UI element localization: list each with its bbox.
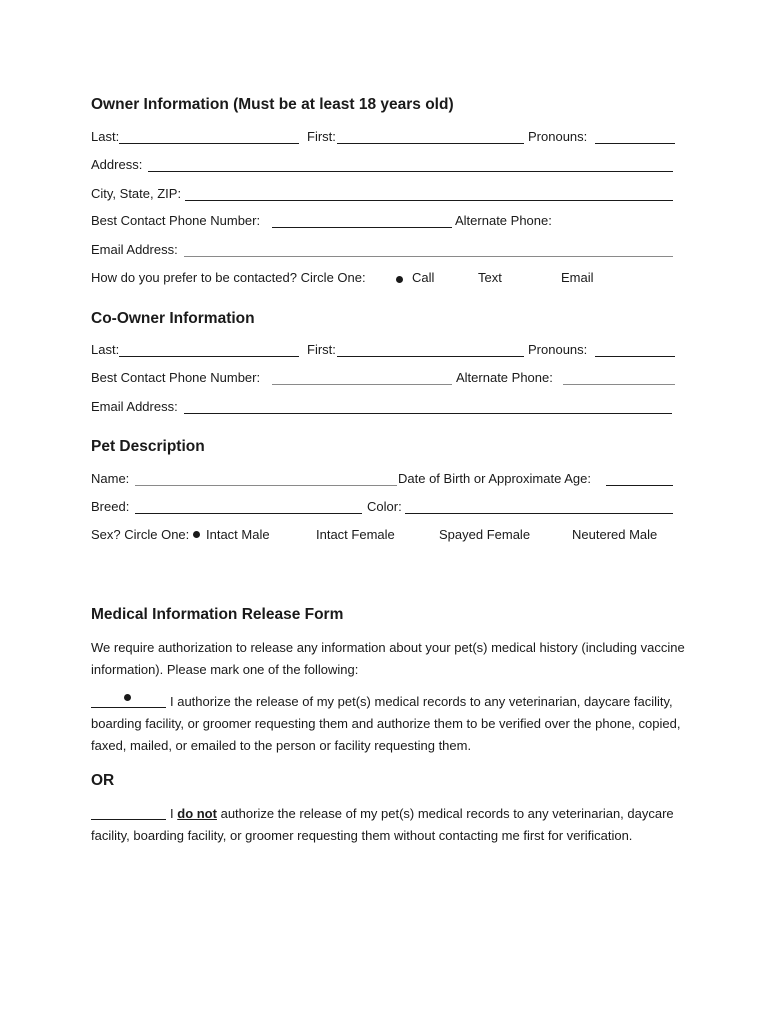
deny-option-text <box>91 803 691 847</box>
owner-last-field[interactable] <box>119 143 299 144</box>
owner-email-label: Email Address: <box>91 242 178 257</box>
coowner-last-field[interactable] <box>119 356 299 357</box>
or-label: OR <box>91 772 115 789</box>
owner-address-field[interactable] <box>148 171 673 172</box>
pet-heading: Pet Description <box>91 438 205 455</box>
medical-heading: Medical Information Release Form <box>91 606 344 623</box>
pet-name-field[interactable] <box>135 485 397 486</box>
coowner-pronouns-label: Pronouns: <box>528 342 588 357</box>
owner-pronouns-label: Pronouns: <box>528 129 588 144</box>
deny-rest: authorize the release of my pet(s) medical records to any veterinarian, daycare facility, boarding facility, or groomer requesting them without contacting me first for verification. <box>91 806 674 843</box>
owner-heading: Owner Information (Must be at least 18 years old) <box>91 96 454 113</box>
owner-email-field[interactable] <box>184 256 673 257</box>
owner-phone-field[interactable] <box>272 227 452 228</box>
medical-intro: We require authorization to release any information about your pet(s) medical history (including vaccine information). Please mark one of the following: <box>91 640 685 677</box>
owner-address-label: Address: <box>91 157 143 172</box>
coowner-first-label: First: <box>307 342 336 357</box>
pet-color-label: Color: <box>367 499 402 514</box>
selected-marker-icon <box>396 276 403 283</box>
coowner-email-label: Email Address: <box>91 399 178 414</box>
selected-marker-icon <box>193 531 200 538</box>
deny-emphasis: do not <box>177 806 217 821</box>
sex-option-intact-male[interactable]: Intact Male <box>206 527 270 542</box>
contact-option-text[interactable]: Text <box>478 270 502 285</box>
pet-name-label: Name: <box>91 471 130 486</box>
contact-pref-label: How do you prefer to be contacted? Circle One: <box>91 270 366 285</box>
owner-city-field[interactable] <box>185 200 673 201</box>
owner-last-label: Last: <box>91 129 120 144</box>
sex-option-intact-female[interactable]: Intact Female <box>316 527 395 542</box>
coowner-phone-label: Best Contact Phone Number: <box>91 370 261 385</box>
pet-breed-label: Breed: <box>91 499 130 514</box>
coowner-last-label: Last: <box>91 342 120 357</box>
coowner-email-field[interactable] <box>184 413 672 414</box>
pet-dob-field[interactable] <box>606 485 673 486</box>
owner-first-field[interactable] <box>337 143 524 144</box>
deny-prefix: I <box>170 806 174 821</box>
owner-phone-label: Best Contact Phone Number: <box>91 213 261 228</box>
sex-option-spayed-female[interactable]: Spayed Female <box>439 527 531 542</box>
coowner-heading: Co-Owner Information <box>91 310 255 327</box>
coowner-alt-phone-label: Alternate Phone: <box>456 370 553 385</box>
pet-color-field[interactable] <box>405 513 673 514</box>
owner-alt-phone-label: Alternate Phone: <box>455 213 552 228</box>
pet-dob-label: Date of Birth or Approximate Age: <box>398 471 591 486</box>
contact-option-email[interactable]: Email <box>561 270 594 285</box>
contact-option-call[interactable]: Call <box>412 270 435 285</box>
authorize-option-text: I authorize the release of my pet(s) medical records to any veterinarian, daycare facility, boarding facility, or groomer requesting them and authorize them to be verified over the phone, copied, faxed, mailed, or emailed to the person or facility requesting them. <box>91 694 681 753</box>
coowner-phone-field[interactable] <box>272 384 452 385</box>
owner-pronouns-field[interactable] <box>595 143 675 144</box>
sex-option-neutered-male[interactable]: Neutered Male <box>572 527 658 542</box>
coowner-pronouns-field[interactable] <box>595 356 675 357</box>
owner-city-label: City, State, ZIP: <box>91 186 182 201</box>
coowner-alt-phone-field[interactable] <box>563 384 675 385</box>
pet-sex-label: Sex? Circle One: <box>91 527 190 542</box>
coowner-first-field[interactable] <box>337 356 524 357</box>
pet-breed-field[interactable] <box>135 513 362 514</box>
owner-first-label: First: <box>307 129 336 144</box>
